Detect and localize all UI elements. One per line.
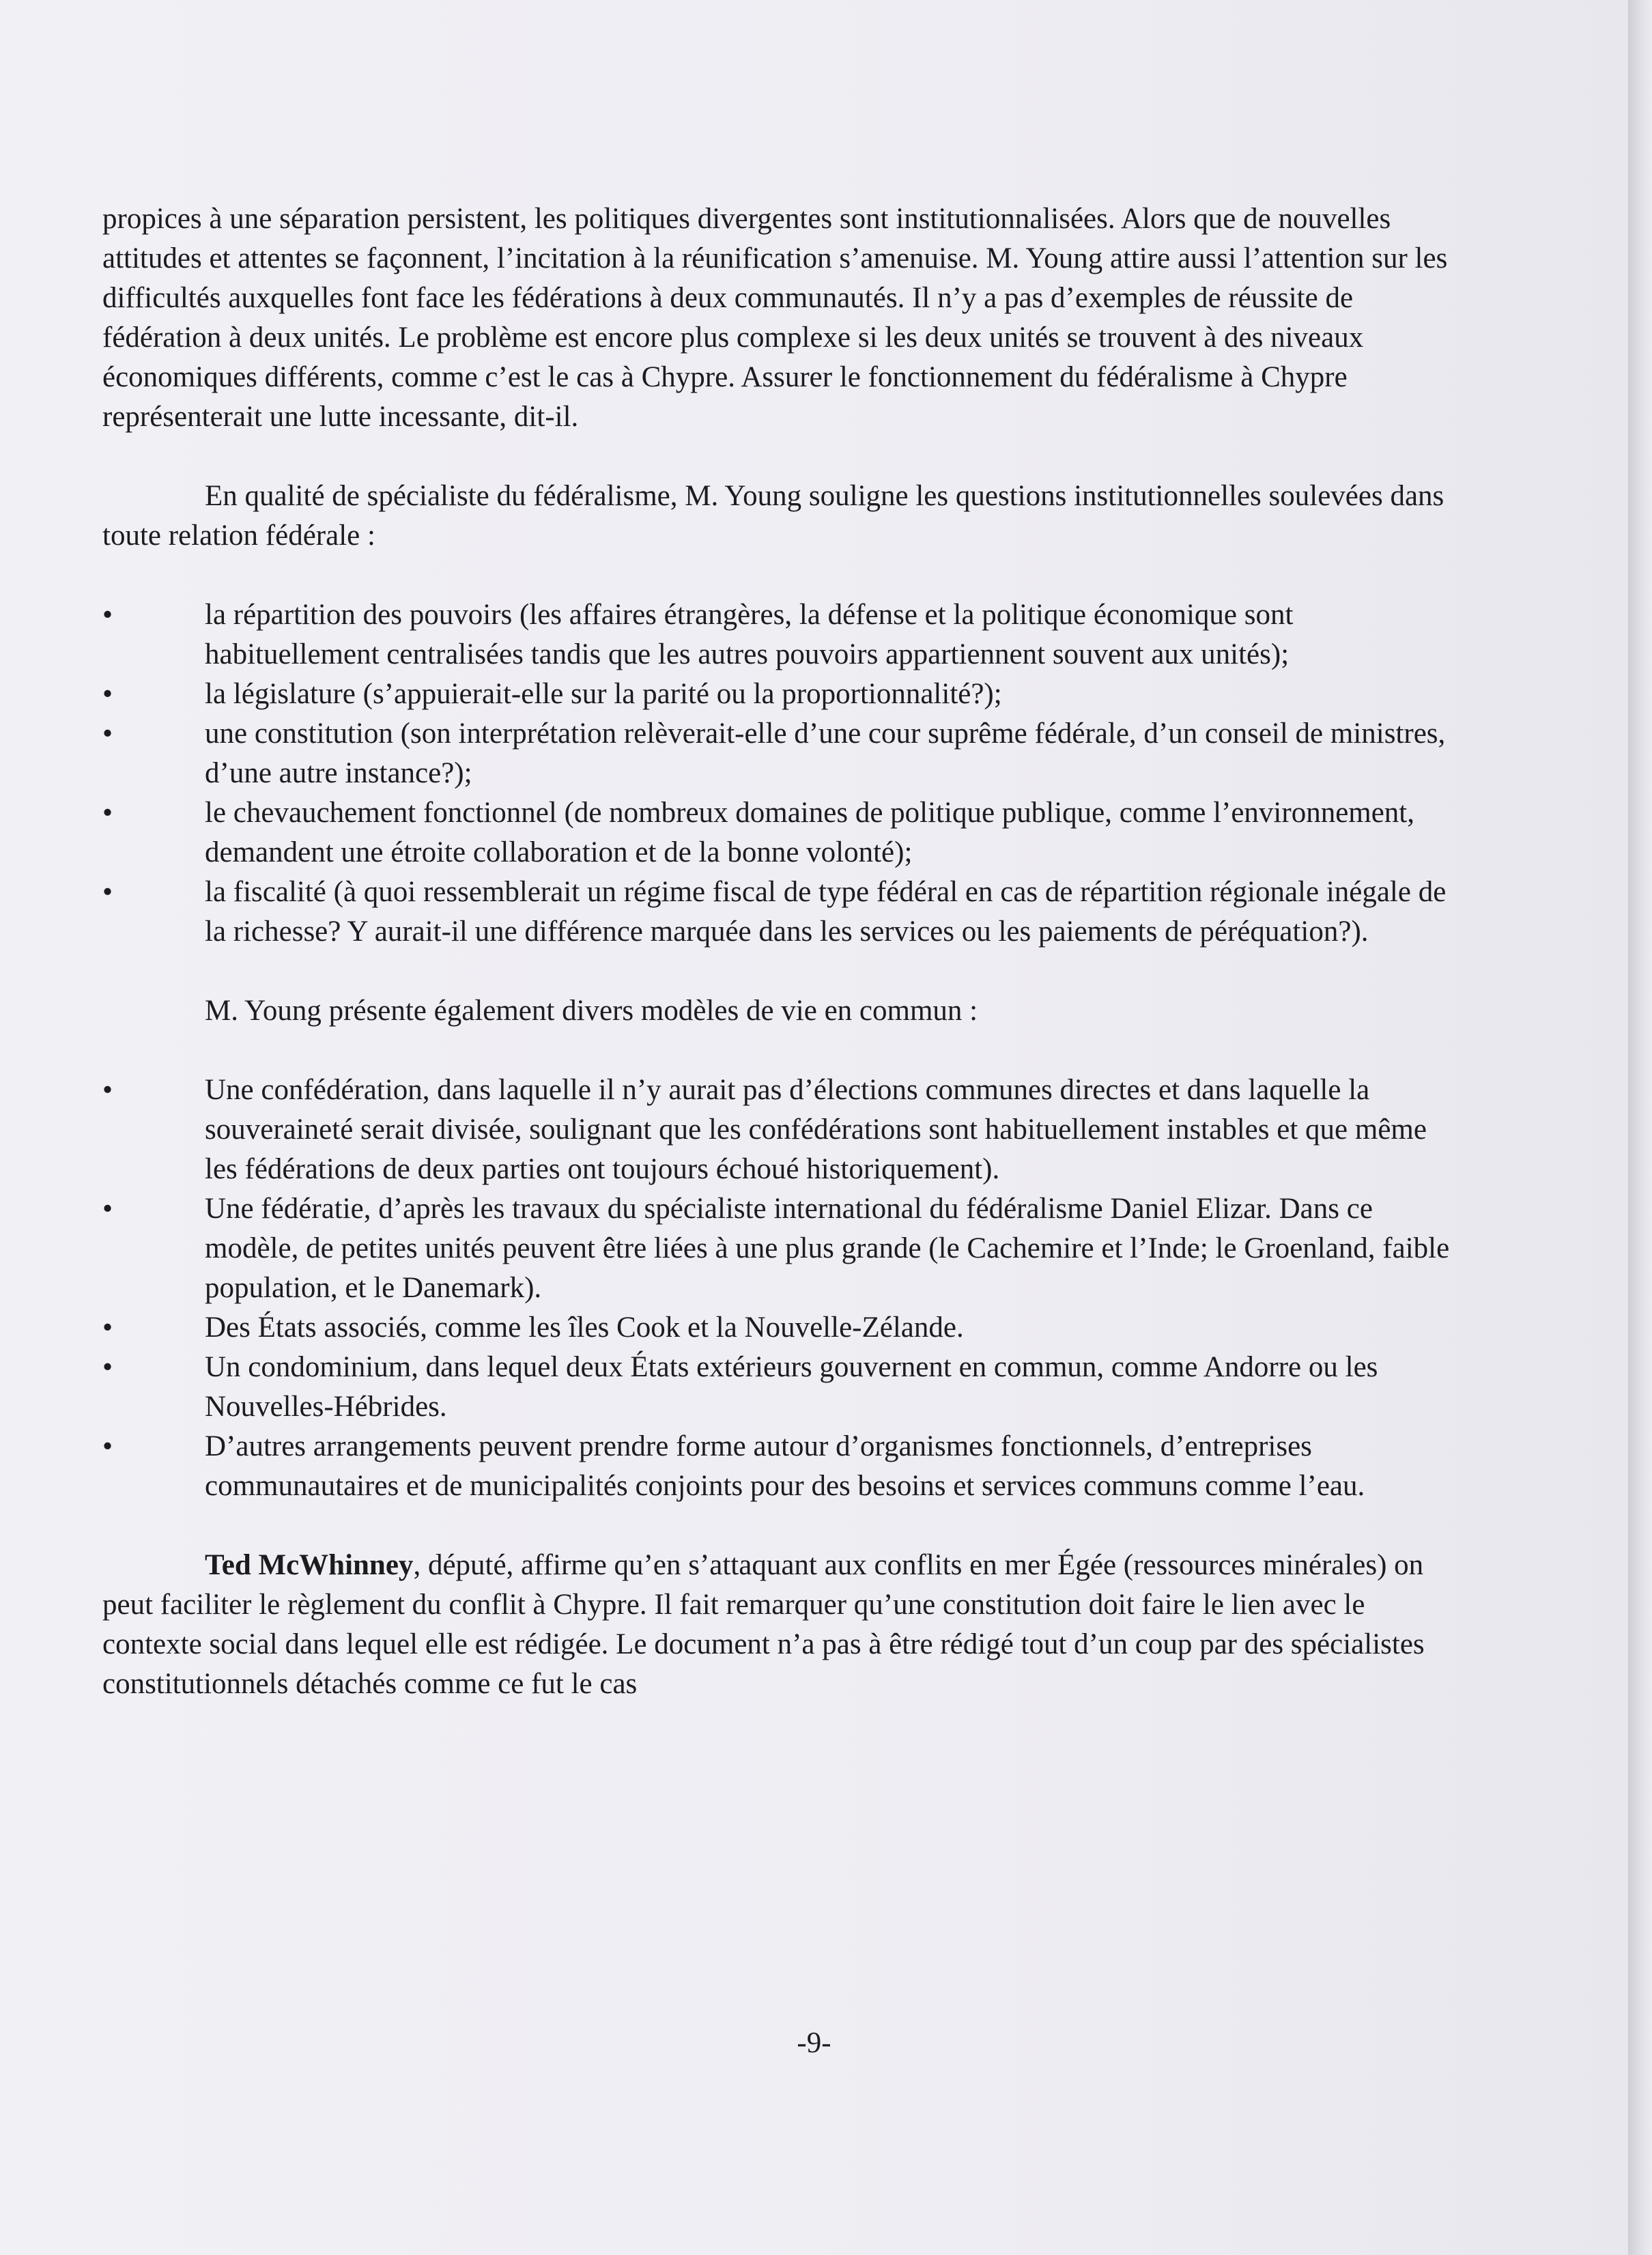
page-body (102, 199, 1451, 1704)
list-item (102, 1308, 1451, 1348)
spacer (102, 1506, 1451, 1546)
list-item-text: le chevauchement fonctionnel (de nombreux domaines de politique publique, comme l’environnement, demandent une étroite collaboration et de la bonne volonté); (205, 797, 1415, 868)
list-item (102, 873, 1451, 952)
bullet-icon: • (102, 1193, 113, 1225)
list-item (102, 1189, 1451, 1308)
questions-list (102, 595, 1451, 952)
page-number: -9- (797, 2027, 831, 2059)
bullet-icon: • (102, 1311, 113, 1344)
list-item (102, 1348, 1451, 1427)
list-item (102, 595, 1451, 675)
list-item (102, 1427, 1451, 1506)
spacer (102, 437, 1451, 477)
scan-edge (1628, 0, 1652, 2255)
list-item-text: Une fédératie, d’après les travaux du spécialiste international du fédéralisme Daniel Elizar. Dans ce modèle, de petites unités peuvent être liées à une plus grande (le Cachemire et l’Inde; le Groenland, faible population, et le Danemark). (205, 1193, 1450, 1304)
bullet-icon: • (102, 1074, 113, 1106)
questions-intro-paragraph: En qualité de spécialiste du fédéralisme, M. Young souligne les questions institutionnelles soulevées dans toute relation fédérale : (102, 480, 1444, 552)
list-item-text: Des États associés, comme les îles Cook et la Nouvelle-Zélande. (205, 1311, 964, 1344)
intro-paragraph: propices à une séparation persistent, les politiques divergentes sont institutionnalisées. Alors que de nouvelles attitudes et attentes se façonnent, l’incitation à la réunification s’amenuise. M. Young attire aussi l’attention sur les difficultés auxquelles font face les fédérations à deux communautés. Il n’y a pas d’exemples de réussite de fédération à deux unités. Le problème est encore plus complexe si les deux unités se trouvent à des niveaux économiques différents, comme c’est le cas à Chypre. Assurer le fonctionnement du fédéralisme à Chypre représenterait une lutte incessante, dit-il. (102, 203, 1448, 433)
speaker-name: Ted McWhinney (205, 1549, 414, 1581)
list-item-text: la législature (s’appuierait-elle sur la parité ou la proportionnalité?); (205, 678, 1002, 710)
bullet-icon: • (102, 797, 113, 829)
bullet-icon: • (102, 599, 113, 631)
list-item-text: Une confédération, dans laquelle il n’y aurait pas d’élections communes directes et dans laquelle la souveraineté serait divisée, soulignant que les confédérations sont habituellement instables et que même les fédérations de deux parties ont toujours échoué historiquement). (205, 1074, 1427, 1185)
list-item-text: la répartition des pouvoirs (les affaires étrangères, la défense et la politique économique sont habituellement centralisées tandis que les autres pouvoirs appartiennent souvent aux unités); (205, 599, 1294, 670)
list-item-text: Un condominium, dans lequel deux États extérieurs gouvernent en commun, comme Andorre ou les Nouvelles-Hébrides. (205, 1351, 1378, 1423)
list-item (102, 1070, 1451, 1189)
bullet-icon: • (102, 1351, 113, 1383)
list-item (102, 714, 1451, 793)
list-item (102, 675, 1451, 714)
mcwhinney-paragraph (102, 1546, 1451, 1704)
bullet-icon: • (102, 678, 113, 710)
models-list (102, 1070, 1451, 1506)
models-intro-paragraph: M. Young présente également divers modèles de vie en commun : (205, 995, 978, 1027)
list-item-text: la fiscalité (à quoi ressemblerait un régime fiscal de type fédéral en cas de répartition régionale inégale de la richesse? Y aurait-il une différence marquée dans les services ou les paiements de péréquation?). (205, 876, 1447, 948)
bullet-icon: • (102, 876, 113, 908)
spacer (102, 1031, 1451, 1070)
spacer (102, 952, 1451, 991)
list-item (102, 793, 1451, 873)
mcwhinney-text: , député, affirme qu’en s’attaquant aux conflits en mer Égée (ressources minérales) on peut faciliter le règlement du conflit à Chypre. Il fait remarquer qu’une constitution doit faire le lien avec le contexte social dans lequel elle est rédigée. Le document n’a pas à être rédigé tout d’un coup par des spécialistes constitutionnels détachés comme ce fut le cas (102, 1549, 1425, 1700)
bullet-icon: • (102, 1430, 113, 1462)
bullet-icon: • (102, 718, 113, 750)
spacer (102, 556, 1451, 595)
list-item-text: une constitution (son interprétation relèverait-elle d’une cour suprême fédérale, d’un conseil de ministres, d’une autre instance?); (205, 718, 1446, 789)
list-item-text: D’autres arrangements peuvent prendre forme autour d’organismes fonctionnels, d’entreprises communautaires et de municipalités conjoints pour des besoins et services communs comme l’eau. (205, 1430, 1365, 1502)
